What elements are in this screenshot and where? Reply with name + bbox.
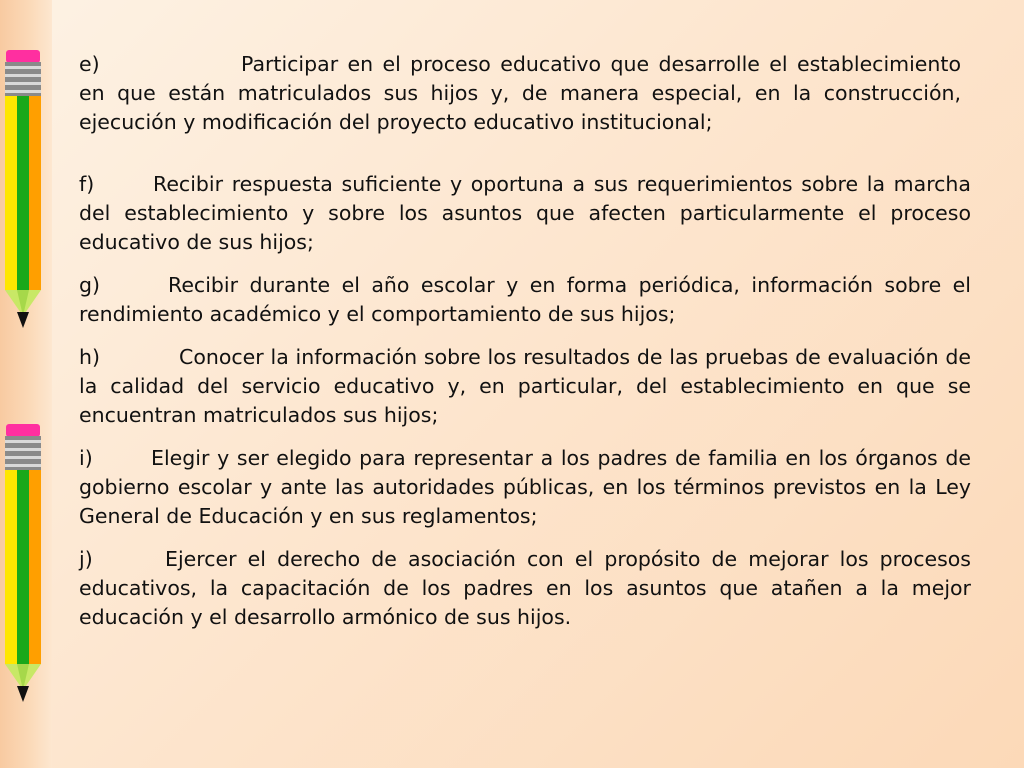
list-item — [79, 545, 971, 632]
top-pencil-icon — [4, 50, 42, 328]
list-item — [79, 50, 971, 137]
item-label: e) — [79, 52, 100, 76]
item-label: f) — [79, 172, 95, 196]
item-text: Ejercer el derecho de asociación con el propósito de mejorar los procesos educativos, la capacitación de los padres en los asuntos que atañen a la mejor educación y el desarrollo armónico de sus hijos. — [79, 547, 971, 629]
item-text: Elegir y ser elegido para representar a los padres de familia en los órganos de gobierno escolar y ante las autoridades públicas, en los términos previstos en la Ley General de Educación y en sus reglamentos; — [79, 446, 971, 528]
list-item — [79, 170, 971, 257]
item-label: g) — [79, 273, 101, 297]
item-text: Recibir respuesta suficiente y oportuna a sus requerimientos sobre la marcha del establecimiento y sobre los asuntos que afecten particularmente el proceso educativo de sus hijos; — [79, 172, 971, 254]
item-text: Conocer la información sobre los resultados de las pruebas de evaluación de la calidad del servicio educativo y, en particular, del establecimiento en que se encuentran matriculados sus hijos; — [79, 345, 971, 427]
item-text: Recibir durante el año escolar y en forma periódica, información sobre el rendimiento académico y el comportamiento de sus hijos; — [79, 273, 971, 326]
list-item — [79, 271, 971, 329]
list-item — [79, 343, 971, 430]
slide-body — [79, 50, 971, 632]
item-text: Participar en el proceso educativo que desarrolle el establecimiento en que están matriculados sus hijos y, de manera especial, en la construcción, ejecución y modificación del proyecto educativo institucional; — [79, 52, 961, 134]
item-label: j) — [79, 547, 93, 571]
list-item — [79, 444, 971, 531]
bottom-pencil-icon — [4, 424, 42, 702]
item-label: i) — [79, 446, 93, 470]
item-label: h) — [79, 345, 100, 369]
